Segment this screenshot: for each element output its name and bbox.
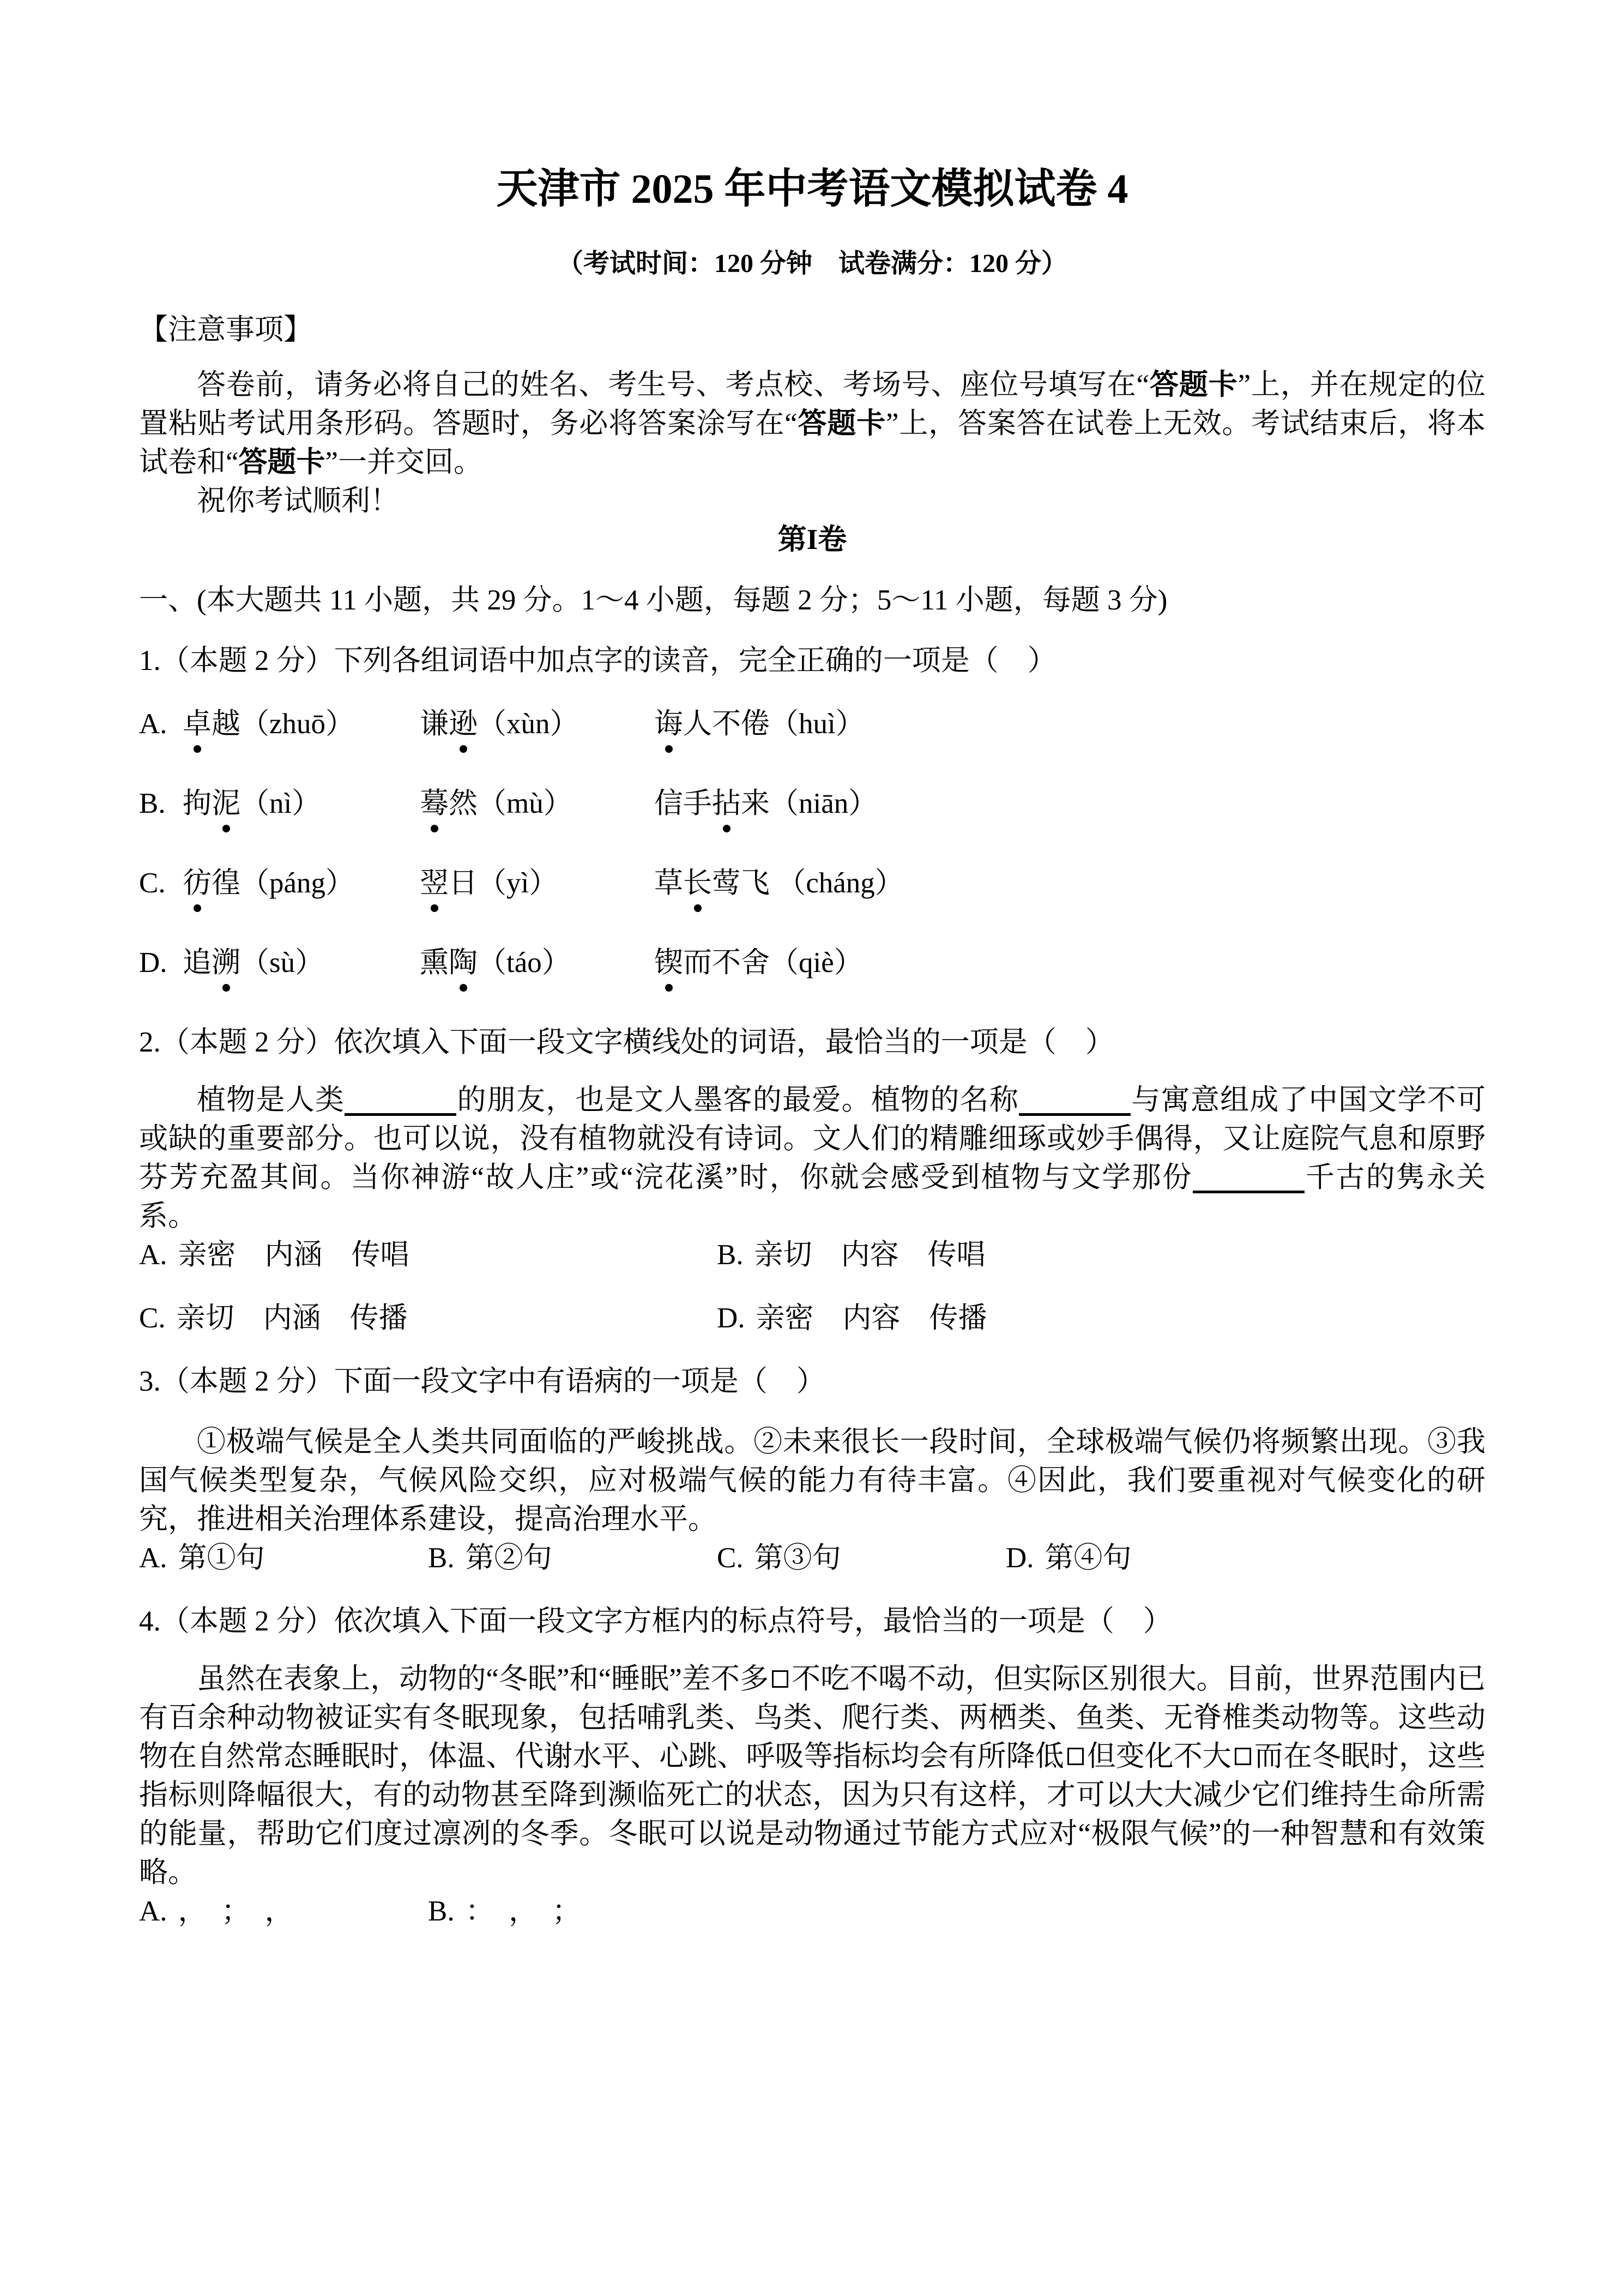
q3-option-c — [717, 1539, 1006, 1578]
dotted-char: 蓦 — [420, 788, 449, 820]
notice-bold-answer-card: 答题卡 — [1149, 369, 1238, 401]
q4-text-segment: 虽然在表象上，动物的“冬眠”和“睡眠”差不多 — [197, 1663, 769, 1695]
q2-text-segment: 千古的隽永关系。 — [139, 1162, 1486, 1233]
pinyin-text: 越（zhuō） — [212, 708, 355, 740]
q1-stem: 1.（本题 2 分）下列各组词语中加点字的读音，完全正确的一项是（ ） — [139, 645, 1056, 677]
pinyin-text: （nì） — [240, 788, 321, 820]
pinyin-group — [654, 944, 863, 982]
pinyin-group — [420, 864, 654, 903]
section-header: 一、(本大题共 11 小题，共 29 分。1～4 小题，每题 2 分；5～11 小题，每题 3 分) — [139, 584, 1168, 617]
option-text: ， ； ， — [178, 1895, 294, 1928]
q2-text-segment: 与寓意组成了中国文学不可或缺的重要部分。也可以说，没有植物就没有诗词。文人们的精雕细琢或妙手偶得，又让庭院气息和原野芬芳充盈其间。当你神游“故人庄”或“浣花溪”时，你就会感受到植物与文学那份 — [139, 1084, 1486, 1194]
dotted-char: 诲 — [654, 708, 683, 740]
q2-text-segment: 的朋友，也是文人墨客的最爱。植物的名称 — [456, 1084, 1019, 1116]
pinyin-group — [654, 705, 865, 744]
pinyin-group — [183, 864, 420, 903]
pinyin-group — [420, 705, 654, 744]
pinyin-group — [420, 944, 654, 982]
q1-option-c — [139, 864, 1486, 903]
q2-text-segment: 植物是人类 — [197, 1084, 345, 1116]
wish-text: 祝你考试顺利！ — [197, 485, 399, 517]
pinyin-text: 追 — [183, 947, 212, 979]
pinyin-group — [183, 784, 420, 823]
option-text: ： ， ； — [465, 1895, 581, 1928]
notice-bold-answer-card: 答题卡 — [797, 408, 886, 440]
q2-option-b — [717, 1236, 986, 1275]
option-label: B. — [717, 1239, 744, 1271]
notice-text-segment: ”上，答案答在试卷上无效。考试结束后，将本试卷和“ — [139, 408, 1486, 479]
q4-paragraph — [139, 1660, 1486, 1892]
option-text: 亲切 内涵 传播 — [176, 1302, 408, 1334]
pinyin-group — [183, 944, 420, 982]
pinyin-text: 人不倦（huì） — [683, 708, 865, 740]
pinyin-text: 然（mù） — [449, 788, 572, 820]
pinyin-text: （sù） — [240, 947, 324, 979]
notice-paragraph — [139, 366, 1486, 482]
q3-paragraph: ①极端气候是全人类共同面临的严峻挑战。②未来很长一段时间，全球极端气候仍将频繁出现。③我国气候类型复杂，气候风险交织，应对极端气候的能力有待丰富。④因此，我们要重视对气候变化的研究，推进相关治理体系建设，提高治理水平。 — [139, 1426, 1486, 1536]
q3-option-b — [428, 1539, 717, 1578]
q4-options-row — [139, 1892, 1486, 1931]
blank-underline — [345, 1113, 456, 1116]
q3-option-a — [139, 1539, 428, 1578]
dotted-char: 拈 — [712, 788, 741, 820]
blank-underline — [1019, 1113, 1131, 1116]
option-text: 亲切 内容 传唱 — [754, 1239, 986, 1271]
q1-option-d — [139, 944, 1486, 982]
punctuation-box — [772, 1670, 788, 1688]
q2-options-row-1 — [139, 1236, 1486, 1275]
pinyin-text: 莺飞 （cháng） — [712, 867, 904, 899]
pinyin-text: 草 — [654, 867, 683, 899]
dotted-char: 卓 — [183, 708, 212, 740]
option-label: C. — [139, 867, 166, 899]
dotted-char: 溯 — [212, 947, 240, 979]
pinyin-group — [420, 784, 654, 823]
dotted-char: 泥 — [212, 788, 240, 820]
q2-paragraph — [139, 1081, 1486, 1236]
option-label: C. — [139, 1302, 166, 1334]
option-label: A. — [139, 1895, 167, 1928]
pinyin-text: （xùn） — [478, 708, 579, 740]
punctuation-box — [1067, 1748, 1084, 1765]
notice-text-segment: ”上，并在规定的位置粘贴考试用条形码。答题时，务必将答案涂写在“ — [139, 369, 1486, 440]
notice-header: 【注意事项】 — [139, 314, 312, 346]
option-label: C. — [717, 1542, 744, 1574]
pinyin-group — [654, 784, 877, 823]
q2-options-row-2 — [139, 1299, 1486, 1338]
dotted-char: 彷 — [183, 867, 212, 899]
notice-text-segment: 答卷前，请务必将自己的姓名、考生号、考点校、考场号、座位号填写在“ — [197, 369, 1150, 401]
option-text: 第②句 — [465, 1542, 552, 1574]
part-header: 第I卷 — [777, 524, 847, 556]
pinyin-text: 来（niān） — [741, 788, 878, 820]
q4-option-b — [428, 1892, 581, 1931]
q4-text-segment: 而在冬眠时，这些指标则降幅很大，有的动物甚至降到濒临死亡的状态，因为只有这样，才可以大大减少它们维持生命所需的能量，帮助它们度过凛冽的冬季。冬眠可以说是动物通过节能方式应对“极限气候”的一种智慧和有效策略。 — [139, 1741, 1486, 1889]
option-label: D. — [139, 947, 167, 979]
option-label: A. — [139, 708, 167, 740]
option-text: 第③句 — [754, 1542, 841, 1574]
q4-stem: 4.（本题 2 分）依次填入下面一段文字方框内的标点符号，最恰当的一项是（ ） — [139, 1605, 1172, 1638]
option-label: D. — [1006, 1542, 1034, 1574]
dotted-char: 逊 — [449, 708, 478, 740]
q3-option-d — [1006, 1539, 1132, 1578]
option-text: 亲密 内涵 传唱 — [178, 1239, 409, 1271]
q2-option-a — [139, 1236, 717, 1275]
dotted-char: 陶 — [449, 947, 478, 979]
dotted-char: 锲 — [654, 947, 683, 979]
q2-option-c — [139, 1299, 717, 1338]
q4-text-segment: 但变化不大 — [1086, 1741, 1231, 1773]
option-label: A. — [139, 1542, 167, 1574]
option-label: B. — [139, 788, 166, 820]
option-text: 亲密 内容 传播 — [756, 1302, 987, 1334]
q3-options-row — [139, 1539, 1486, 1578]
notice-text-segment: ”一并交回。 — [325, 446, 483, 479]
q3-stem: 3.（本题 2 分）下面一段文字中有语病的一项是（ ） — [139, 1366, 825, 1398]
pinyin-text: （táo） — [478, 947, 571, 979]
option-text: 第①句 — [178, 1542, 265, 1574]
pinyin-text: 日（yì） — [449, 867, 558, 899]
pinyin-text: 而不舍（qiè） — [683, 947, 863, 979]
q4-option-a — [139, 1892, 428, 1931]
dotted-char: 长 — [683, 867, 712, 899]
q2-option-d — [717, 1299, 987, 1338]
notice-bold-answer-card: 答题卡 — [238, 446, 325, 479]
option-label: D. — [717, 1302, 745, 1334]
pinyin-text: 徨（páng） — [212, 867, 355, 899]
pinyin-text: 拘 — [183, 788, 212, 820]
option-label: B. — [428, 1895, 455, 1928]
exam-info-line: （考试时间：120 分钟 试卷满分：120 分） — [557, 249, 1067, 278]
punctuation-box — [1235, 1748, 1251, 1765]
q1-option-a — [139, 705, 1486, 744]
page-title: 天津市 2025 年中考语文模拟试卷 4 — [496, 166, 1128, 212]
option-label: A. — [139, 1239, 167, 1271]
q2-stem: 2.（本题 2 分）依次填入下面一段文字横线处的词语，最恰当的一项是（ ） — [139, 1026, 1114, 1059]
dotted-char: 翌 — [420, 867, 449, 899]
pinyin-group — [183, 705, 420, 744]
q4-text-segment: 不吃不喝不动，但实际区别很大。目前，世界范围内已有百余种动物被证实有冬眠现象，包括哺乳类、鸟类、爬行类、两栖类、鱼类、无脊椎类动物等。这些动物在自然常态睡眠时，体温、代谢水平、心跳、呼吸等指标均会有所降低 — [139, 1663, 1486, 1773]
blank-underline — [1193, 1190, 1305, 1193]
q1-option-b — [139, 784, 1486, 823]
option-label: B. — [428, 1542, 455, 1574]
pinyin-text: 熏 — [420, 947, 449, 979]
pinyin-text: 谦 — [420, 708, 449, 740]
option-text: 第④句 — [1045, 1542, 1132, 1574]
pinyin-text: 信手 — [654, 788, 712, 820]
pinyin-group — [654, 864, 904, 903]
